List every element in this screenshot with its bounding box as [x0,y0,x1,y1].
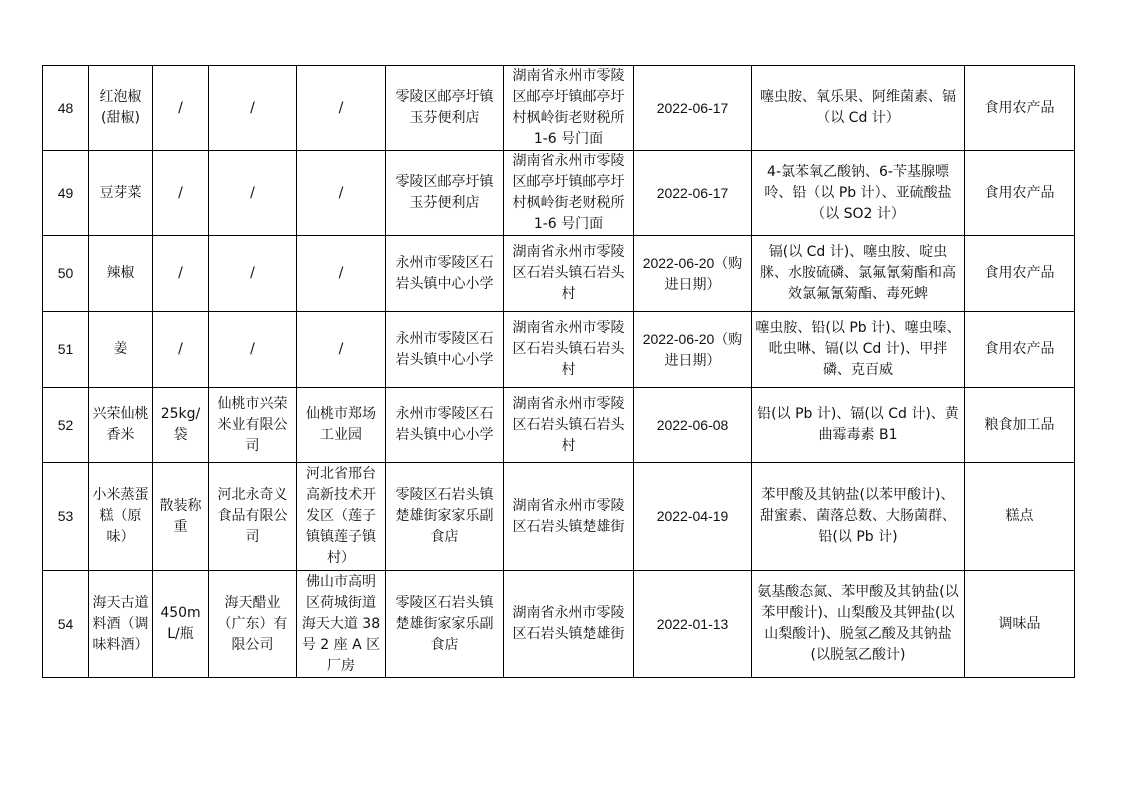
producer-address: / [297,312,386,388]
table-row [43,312,1075,388]
product-name: 红泡椒(甜椒) [89,66,153,151]
row-number: 48 [43,66,89,151]
specification: 25kg/袋 [153,388,209,463]
test-items: 4-氯苯氧乙酸钠、6-苄基腺嘌呤、铅（以 Pb 计）、亚硫酸盐（以 SO2 计） [752,151,965,236]
sampled-unit: 零陵区石岩头镇楚雄街家家乐副食店 [386,463,504,571]
sampling-results-table [42,65,1075,678]
production-date: 2022-06-17 [634,151,752,236]
production-date: 2022-06-08 [634,388,752,463]
sampled-unit: 零陵区邮亭圩镇玉芬便利店 [386,66,504,151]
row-number: 51 [43,312,89,388]
producer-name: 仙桃市兴荣米业有限公司 [209,388,297,463]
specification: / [153,151,209,236]
sampled-unit-address: 湖南省永州市零陵区邮亭圩镇邮亭圩村枫岭街老财税所 1-6 号门面 [504,66,634,151]
producer-name: 河北永奇义食品有限公司 [209,463,297,571]
sampled-unit: 永州市零陵区石岩头镇中心小学 [386,312,504,388]
food-category: 食用农产品 [965,151,1075,236]
sampled-unit-address: 湖南省永州市零陵区石岩头镇石岩头村 [504,388,634,463]
producer-name: 海天醋业（广东）有限公司 [209,571,297,678]
test-items: 铅(以 Pb 计)、镉(以 Cd 计)、黄曲霉毒素 B1 [752,388,965,463]
food-category: 糕点 [965,463,1075,571]
table-row [43,236,1075,312]
product-name: 海天古道料酒（调味料酒） [89,571,153,678]
specification: / [153,312,209,388]
product-name: 兴荣仙桃香米 [89,388,153,463]
table-body [43,66,1075,678]
food-category: 食用农产品 [965,312,1075,388]
producer-name: / [209,312,297,388]
sampled-unit-address: 湖南省永州市零陵区石岩头镇楚雄街 [504,571,634,678]
table-row [43,571,1075,678]
product-name: 小米蒸蛋糕（原味） [89,463,153,571]
product-name: 姜 [89,312,153,388]
producer-name: / [209,151,297,236]
row-number: 52 [43,388,89,463]
food-category: 粮食加工品 [965,388,1075,463]
product-name: 豆芽菜 [89,151,153,236]
test-items: 镉(以 Cd 计)、噻虫胺、啶虫脒、水胺硫磷、氯氟氰菊酯和高效氯氟氰菊酯、毒死蜱 [752,236,965,312]
production-date: 2022-01-13 [634,571,752,678]
row-number: 50 [43,236,89,312]
production-date: 2022-06-17 [634,66,752,151]
specification: / [153,66,209,151]
row-number: 54 [43,571,89,678]
sampled-unit-address: 湖南省永州市零陵区石岩头镇石岩头村 [504,312,634,388]
producer-address: 仙桃市郑场工业园 [297,388,386,463]
test-items: 氨基酸态氮、苯甲酸及其钠盐(以苯甲酸计)、山梨酸及其钾盐(以山梨酸计)、脱氢乙酸及其钠盐(以脱氢乙酸计) [752,571,965,678]
table-row [43,463,1075,571]
sampled-unit: 永州市零陵区石岩头镇中心小学 [386,388,504,463]
test-items: 噻虫胺、氧乐果、阿维菌素、镉（以 Cd 计） [752,66,965,151]
production-date: 2022-06-20（购进日期） [634,236,752,312]
producer-name: / [209,236,297,312]
producer-address: 佛山市高明区荷城街道海天大道 38 号 2 座 A 区厂房 [297,571,386,678]
test-items: 噻虫胺、铅(以 Pb 计)、噻虫嗪、吡虫啉、镉(以 Cd 计)、甲拌磷、克百威 [752,312,965,388]
row-number: 53 [43,463,89,571]
food-category: 食用农产品 [965,66,1075,151]
sampled-unit-address: 湖南省永州市零陵区石岩头镇楚雄街 [504,463,634,571]
production-date: 2022-06-20（购进日期） [634,312,752,388]
sampled-unit-address: 湖南省永州市零陵区邮亭圩镇邮亭圩村枫岭街老财税所 1-6 号门面 [504,151,634,236]
test-items: 苯甲酸及其钠盐(以苯甲酸计)、甜蜜素、菌落总数、大肠菌群、铅(以 Pb 计) [752,463,965,571]
producer-address: 河北省邢台高新技术开发区（莲子镇镇莲子镇村） [297,463,386,571]
producer-address: / [297,151,386,236]
producer-address: / [297,236,386,312]
table-row [43,66,1075,151]
food-category: 食用农产品 [965,236,1075,312]
specification: 散装称重 [153,463,209,571]
row-number: 49 [43,151,89,236]
table-row [43,388,1075,463]
sampled-unit-address: 湖南省永州市零陵区石岩头镇石岩头村 [504,236,634,312]
product-name: 辣椒 [89,236,153,312]
production-date: 2022-04-19 [634,463,752,571]
specification: 450mL/瓶 [153,571,209,678]
sampled-unit: 零陵区石岩头镇楚雄街家家乐副食店 [386,571,504,678]
producer-name: / [209,66,297,151]
sampled-unit: 零陵区邮亭圩镇玉芬便利店 [386,151,504,236]
table-row [43,151,1075,236]
food-category: 调味品 [965,571,1075,678]
sampled-unit: 永州市零陵区石岩头镇中心小学 [386,236,504,312]
specification: / [153,236,209,312]
producer-address: / [297,66,386,151]
